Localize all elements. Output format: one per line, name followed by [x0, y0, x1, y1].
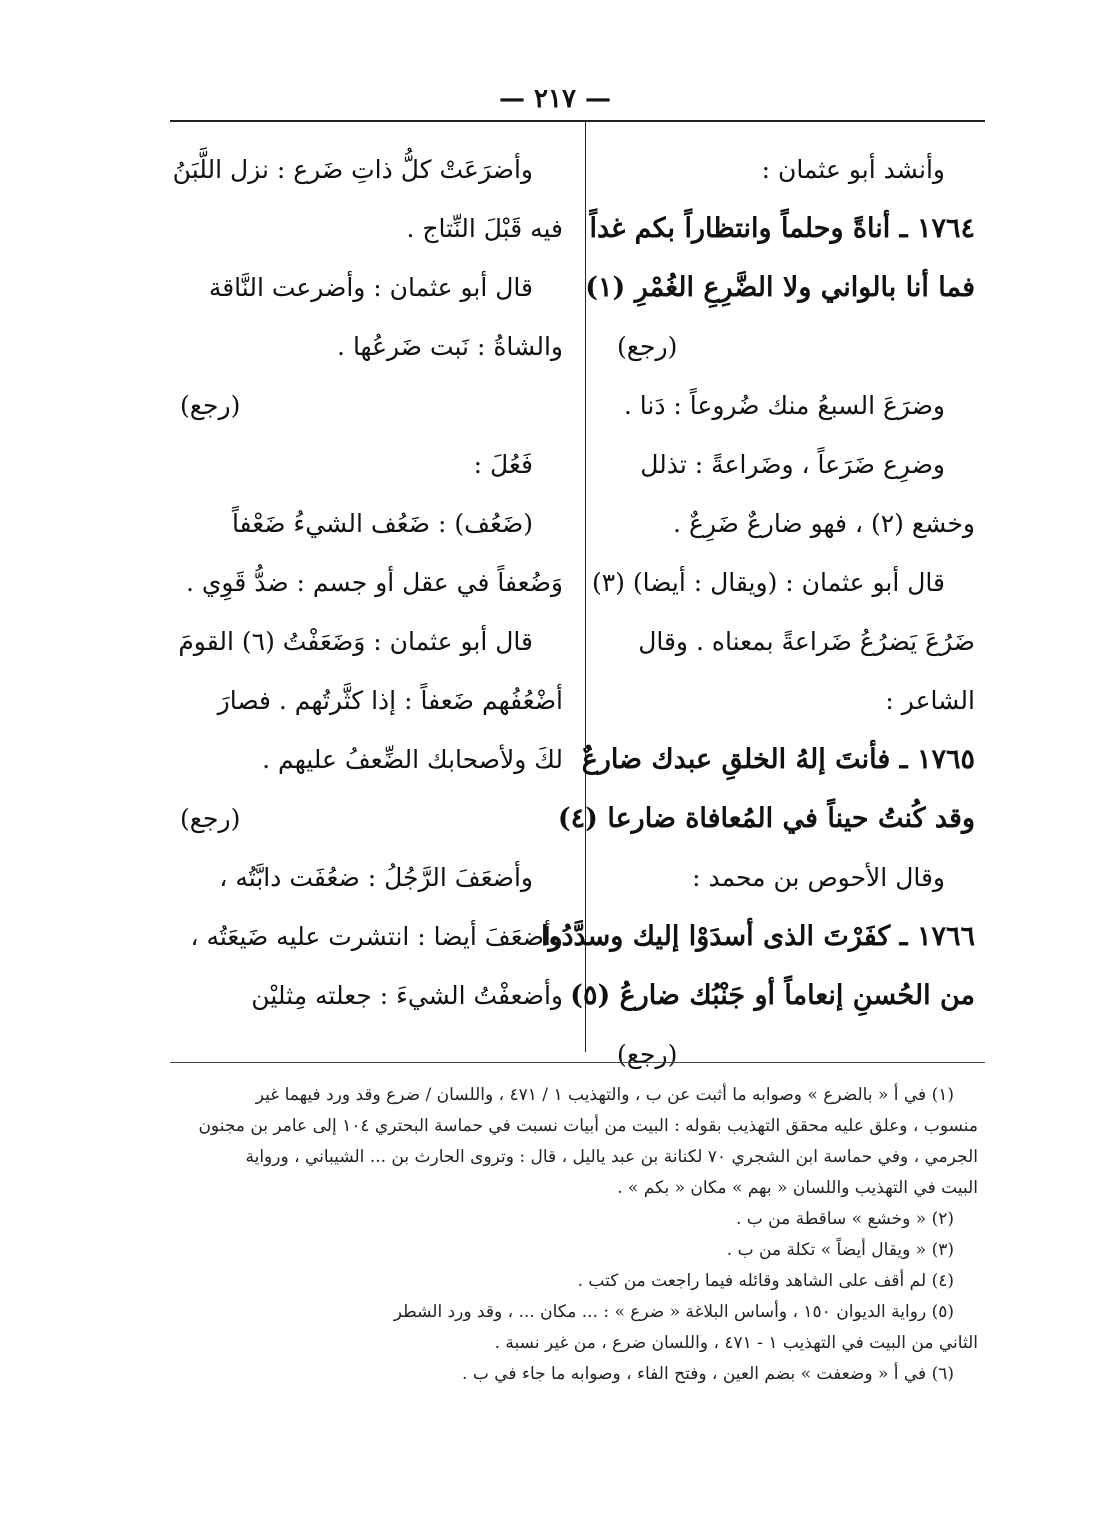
- text-line: وضرَعَ السبعُ منك ضُروعاً : دَنا .: [623, 391, 945, 420]
- text-line: (رجع): [180, 391, 241, 420]
- text-line: والشاةُ : نَبت ضَرعُها .: [337, 332, 563, 361]
- text-line: (ضَعُف) : ضَعُف الشيءُ ضَعْفاً: [231, 509, 533, 538]
- footnote-line: (٢) « وخشع » ساقطة من ب .: [735, 1209, 954, 1229]
- text-line: وقد كُنتُ حيناً في المُعافاة ضارعا (٤): [557, 803, 975, 834]
- header-rule: [170, 120, 985, 122]
- text-line: ١٧٦٤ ـ أناةً وحلماً وانتظاراً بكم غداً: [589, 213, 975, 244]
- right-column: [540, 140, 975, 1084]
- text-line: من الحُسنِ إنعاماً أو جَنْبُك ضارعُ (٥): [570, 980, 975, 1011]
- text-line: فيه قَبْلَ النِّتاج .: [406, 214, 563, 243]
- text-line: وضرِع ضَرَعاً ، وضَراعةً : تذلل: [640, 450, 945, 479]
- footnote-line: (٣) « ويقال أيضاً » تكلة من ب .: [726, 1240, 954, 1260]
- footnote-line: منسوب ، وعلق عليه محقق التهذيب بقوله : البيت من أبيات نسبت في حماسة البحتري ١٠٤ إلى عامر بن مجنون: [198, 1116, 978, 1136]
- footnote-line: (١) في أ « بالضرع » وصوابه ما أثبت عن ب ، والتهذيب ١ / ٤٧١ ، واللسان / ضرع وقد ورد فيهما غير: [255, 1085, 954, 1105]
- footnotes: [168, 1080, 978, 1390]
- footnote-line: (٥) رواية الديوان ١٥٠ ، وأساس البلاغة « ضرع » : ... مكان ... ، وقد ورد الشطر: [393, 1302, 954, 1322]
- text-line: وأضرَعَتْ كلُّ ذاتِ ضَرع : نزل اللَّبَنُ: [172, 155, 533, 184]
- text-line: فما أنا بالواني ولا الضَّرِعِ الغُمْرِ (١): [585, 272, 975, 303]
- text-line: أضْعُفُهم ضَعفاً : إذا كثَّرتُهم . فصارَ: [217, 686, 563, 715]
- page-number: — ٢١٧ —: [498, 84, 612, 114]
- text-line: فَعُلَ :: [473, 450, 533, 479]
- left-column: [168, 140, 563, 1025]
- text-line: وأنشد أبو عثمان :: [761, 155, 945, 184]
- text-line: ١٧٦٥ ـ فأنتَ إلهُ الخلقِ عبدك ضارعٌ: [581, 744, 975, 775]
- footnote-line: الجرمي ، وفي حماسة ابن الشجري ٧٠ لكنانة بن عبد ياليل ، قال : وتروى الحارث بن ... الشيباني ، ورواية: [245, 1147, 978, 1167]
- footnote-rule: [170, 1062, 985, 1063]
- text-line: قال أبو عثمان : وَضَعَفْتُ (٦) القومَ: [178, 627, 533, 656]
- text-line: وأضعَفَ الرَّجُلُ : ضعُفَت دابَّتُه ،: [219, 863, 533, 892]
- text-line: وَضُعفاً في عقل أو جسم : ضدُّ قَوِي .: [185, 568, 563, 597]
- text-line: وخشع (٢) ، فهو ضارعٌ ضَرِعٌ .: [673, 509, 975, 538]
- text-line: (رجع): [617, 332, 678, 361]
- text-line: قال أبو عثمان : وأضرعت النَّاقة: [208, 273, 533, 302]
- footnote-line: (٦) في أ « وضعفت » بضم العين ، وفتح الفاء ، وصوابه ما جاء في ب .: [462, 1364, 954, 1384]
- text-line: وأضعَفَ أيضا : انتشرت عليه ضَيعَتُه ،: [190, 922, 563, 951]
- text-line: الشاعر :: [885, 686, 975, 715]
- text-line: (رجع): [180, 804, 241, 833]
- text-line: ١٧٦٦ ـ كفَرْتَ الذى أسدَوْا إليك وسدَّدُوا: [540, 921, 975, 952]
- text-line: لكَ ولأصحابك الضِّعفُ عليهم .: [262, 745, 563, 774]
- text-line: وقال الأحوص بن محمد :: [692, 863, 945, 892]
- text-line: قال أبو عثمان : (ويقال : أيضا) (٣): [591, 568, 945, 597]
- footnote-line: البيت في التهذيب واللسان « بهم » مكان « بكم » .: [617, 1178, 978, 1198]
- text-line: (رجع): [617, 1040, 678, 1069]
- footnote-line: الثاني من البيت في التهذيب ١ - ٤٧١ ، واللسان ضرع ، من غير نسبة .: [494, 1333, 978, 1353]
- text-line: ضَرُعَ يَضرُعُ ضَراعةً بمعناه . وقال: [638, 627, 975, 656]
- footnote-line: (٤) لم أقف على الشاهد وقائله فيما راجعت من كتب .: [577, 1271, 954, 1291]
- text-line: وأضعفْتُ الشيءَ : جعلته مِثليْن: [251, 981, 563, 1010]
